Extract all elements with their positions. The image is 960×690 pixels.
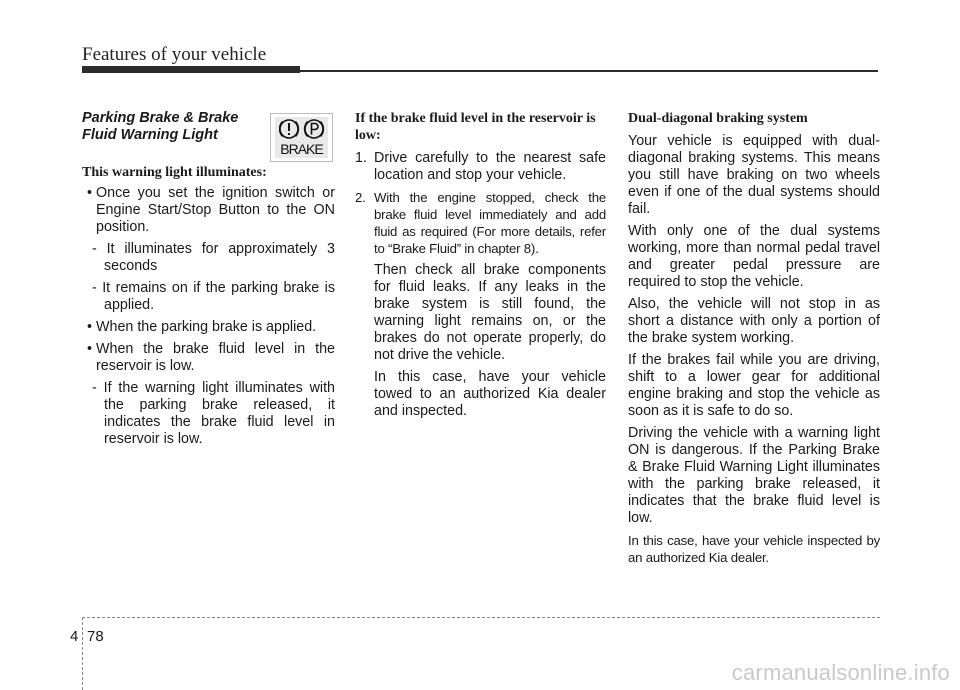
check-components-paragraph: Then check all brake components for fluid leaks. If any leaks in the brake system is still found, the warning light remains on, or the brakes do not operate properly, do not drive the vehicle. (374, 262, 606, 363)
chapter-number: 4 (70, 628, 79, 645)
step-2-text: With the engine stopped, check the brake fluid level immediately and add fluid as required (For more details, refer to “Brake Fluid” in chapter 8). (374, 190, 606, 256)
column-3 (628, 110, 880, 571)
page-number: 78 (87, 628, 104, 645)
fluid-low-heading: If the brake fluid level in the reservoir is low: (355, 111, 596, 143)
column-2 (355, 110, 606, 425)
step-2 (355, 189, 606, 257)
step-2-number: 2. (355, 190, 366, 205)
paragraph-equipped: Your vehicle is equipped with dual-diagonal braking systems. This means you still have braking on two wheels even if one of the dual systems should fail. (628, 133, 880, 217)
bullet-fluid-low: • When the brake fluid level in the reservoir is low. (82, 341, 335, 375)
paragraph-dangerous: Driving the vehicle with a warning light ON is dangerous. If the Parking Brake & Brake Fluid Warning Light illuminates with the parking brake released, it indicates that the brake fluid level is low. (628, 425, 880, 526)
section-title: Parking Brake & Brake Fluid Warning Light (82, 110, 239, 143)
sub-item-parking-brake-applied: - It remains on if the parking brake is applied. (92, 280, 335, 313)
illuminates-heading: This warning light illuminates: (82, 165, 267, 180)
bullet-ignition: • Once you set the ignition switch or Engine Start/Stop Button to the ON position. (82, 185, 335, 236)
brake-warning-symbols (279, 117, 325, 141)
step-1 (355, 150, 606, 184)
paragraph-inspected: In this case, have your vehicle inspected by an authorized Kia dealer. (628, 533, 880, 565)
brake-icon-label: BRAKE (280, 141, 323, 157)
paragraph-brakes-fail: If the brakes fail while you are driving, shift to a lower gear for additional engine braking and stop the vehicle as soon as it is safe to do so. (628, 352, 880, 419)
step-1-number: 1. (355, 150, 367, 166)
watermark: carmanualsonline.info (731, 660, 950, 685)
sub-item-approx-3-seconds: - It illuminates for approximately 3 seconds (92, 241, 335, 274)
footer-vertical-rule (82, 617, 83, 690)
step-1-text: Drive carefully to the nearest safe location and stop your vehicle. (374, 150, 606, 183)
towed-paragraph: In this case, have your vehicle towed to an authorized Kia dealer and inspected. (374, 369, 606, 419)
brake-warning-icon (270, 113, 333, 162)
sub-item-fluid-low: - If the warning light illuminates with the parking brake released, it indicates the brake fluid level in reservoir is low. (92, 380, 335, 447)
dual-diagonal-heading: Dual-diagonal braking system (628, 111, 808, 126)
paragraph-one-system: With only one of the dual systems working, more than normal pedal travel and greater pedal pressure are required to stop the vehicle. (628, 223, 880, 290)
page-header-title: Features of your vehicle (82, 44, 267, 65)
footer-horizontal-rule (82, 617, 880, 618)
header-bar (82, 66, 300, 73)
bullet-parking-brake: • When the parking brake is applied. (82, 319, 335, 336)
header-rule (300, 70, 878, 72)
paragraph-stop-distance: Also, the vehicle will not stop in as short a distance with only a portion of the brake system working. (628, 296, 880, 346)
